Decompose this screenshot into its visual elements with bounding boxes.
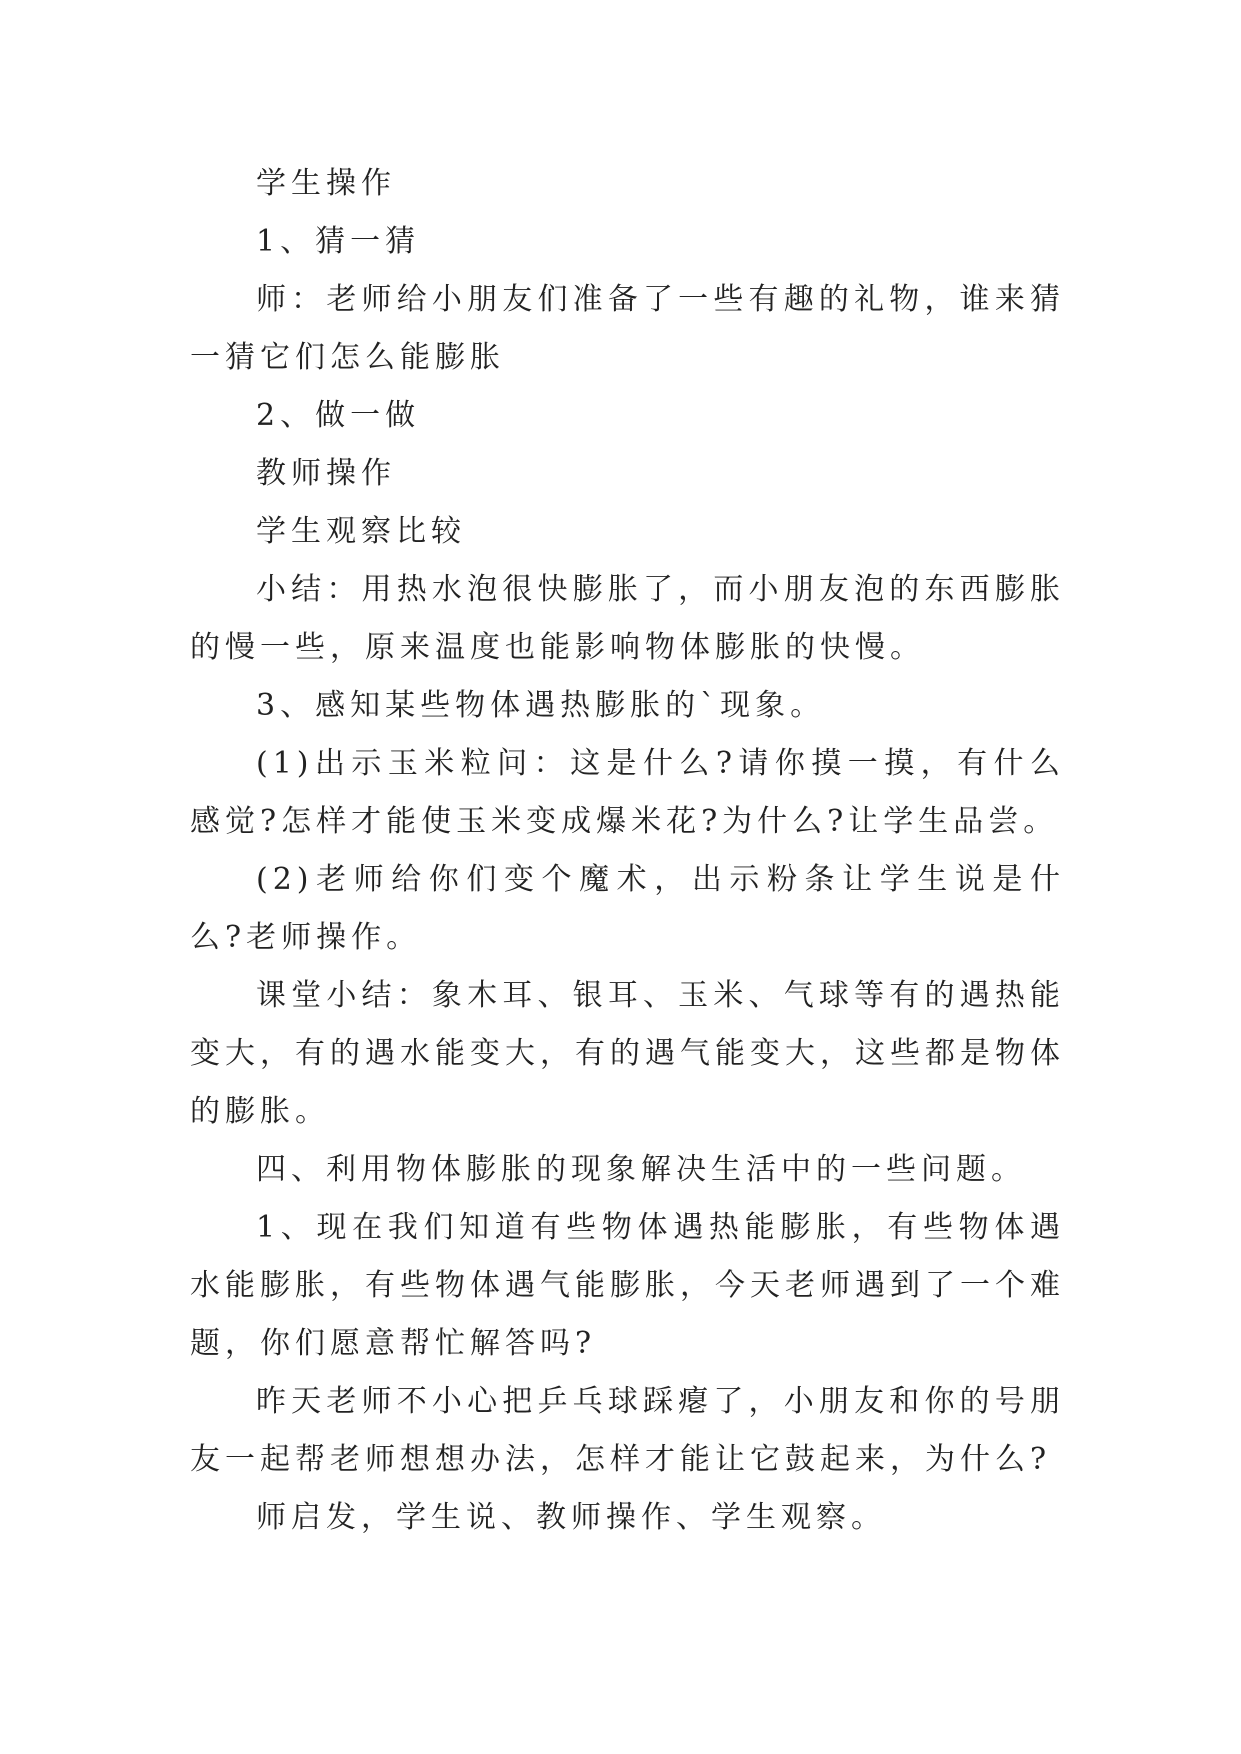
paragraph-teacher-operation: 教师操作 <box>256 456 396 491</box>
paragraph-perceive-expansion: 3、感知某些物体遇热膨胀的`现象。 <box>256 688 826 723</box>
paragraph-do: 2、做一做 <box>256 398 421 433</box>
paragraph-magic: (2)老师给你们变个魔术，出示粉条让学生说是什么?老师操作。 <box>190 862 1065 955</box>
paragraph-teacher-gift: 师：老师给小朋友们准备了一些有趣的礼物，谁来猜一猜它们怎么能膨胀 <box>190 282 1065 375</box>
paragraph-student-observe: 学生观察比较 <box>256 514 466 549</box>
paragraph-summary-temperature: 小结：用热水泡很快膨胀了，而小朋友泡的东西膨胀的慢一些，原来温度也能影响物体膨胀的快慢。 <box>190 572 1065 665</box>
paragraph-teacher-inspire: 师启发，学生说、教师操作、学生观察。 <box>256 1500 886 1535</box>
document-body <box>190 155 1065 1547</box>
paragraph-section-four: 四、利用物体膨胀的现象解决生活中的一些问题。 <box>256 1152 1026 1187</box>
paragraph-corn: (1)出示玉米粒问：这是什么?请你摸一摸，有什么感觉?怎样才能使玉米变成爆米花?为什么?让学生品尝。 <box>190 746 1065 839</box>
paragraph-ping-pong: 昨天老师不小心把乒乓球踩瘪了，小朋友和你的号朋友一起帮老师想想办法，怎样才能让它鼓起来，为什么? <box>190 1384 1065 1477</box>
paragraph-class-summary: 课堂小结：象木耳、银耳、玉米、气球等有的遇热能变大，有的遇水能变大，有的遇气能变大，这些都是物体的膨胀。 <box>190 978 1065 1129</box>
paragraph-guess: 1、猜一猜 <box>256 224 421 259</box>
paragraph-student-operation: 学生操作 <box>256 166 396 201</box>
paragraph-problem: 1、现在我们知道有些物体遇热能膨胀，有些物体遇水能膨胀，有些物体遇气能膨胀，今天老师遇到了一个难题，你们愿意帮忙解答吗? <box>190 1210 1065 1361</box>
